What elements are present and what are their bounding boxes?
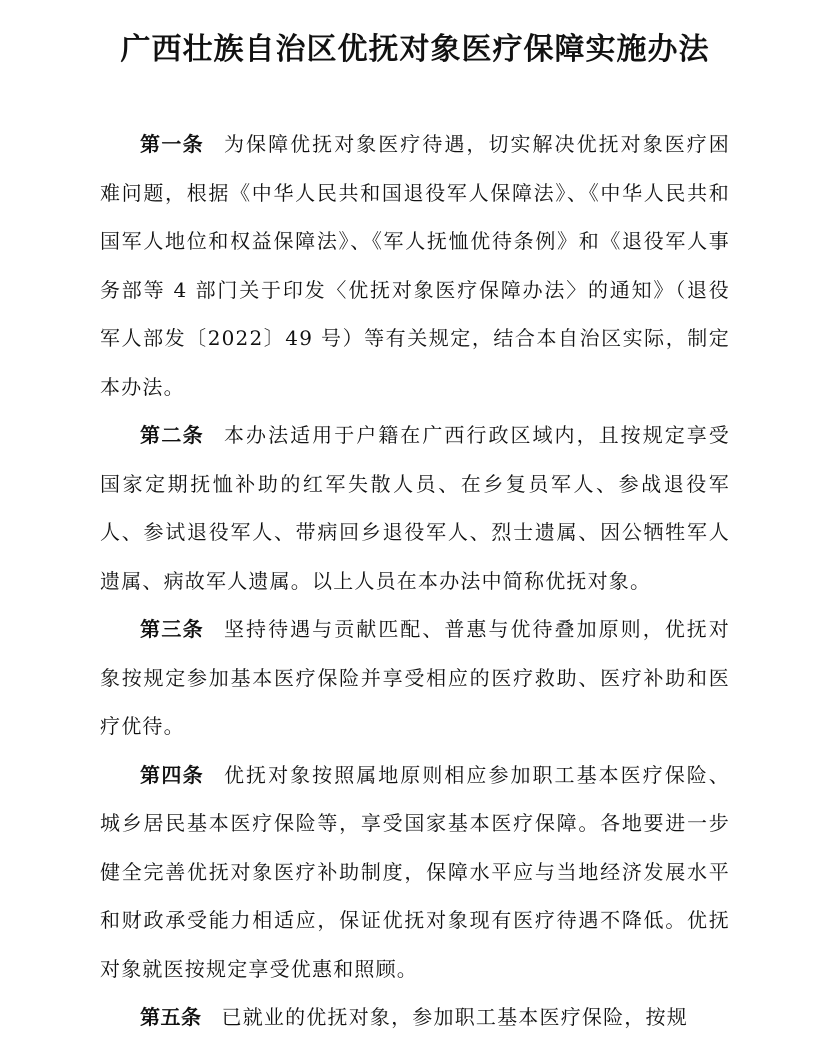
article-text: 已就业的优抚对象，参加职工基本医疗保险，按规 — [221, 1005, 688, 1029]
article-text: 优抚对象按照属地原则相应参加职工基本医疗保险、城乡居民基本医疗保险等，享受国家基本医疗保障。各地要进一步健全完善优抚对象医疗补助制度，保障水平应与当地经济发展水平和财政承受能力相适应，保证优抚对象现有医疗待遇不降低。优抚对象就医按规定享受优惠和照顾。 — [100, 762, 730, 981]
article-number: 第五条 — [140, 1005, 202, 1029]
article-number: 第一条 — [140, 132, 205, 156]
article-1 — [100, 120, 730, 411]
article-2 — [100, 411, 730, 605]
article-number: 第三条 — [140, 617, 205, 641]
article-text: 坚持待遇与贡献匹配、普惠与优待叠加原则，优抚对象按规定参加基本医疗保险并享受相应的医疗救助、医疗补助和医疗优待。 — [100, 617, 730, 738]
document-title: 广西壮族自治区优抚对象医疗保障实施办法 — [120, 32, 710, 67]
article-4 — [100, 751, 730, 994]
article-text: 本办法适用于户籍在广西行政区域内，且按规定享受国家定期抚恤补助的红军失散人员、在乡复员军人、参战退役军人、参试退役军人、带病回乡退役军人、烈士遗属、因公牺牲军人遗属、病故军人遗属。以上人员在本办法中简称优抚对象。 — [100, 423, 730, 593]
article-number: 第二条 — [140, 423, 205, 447]
document-body — [100, 120, 730, 1042]
article-5 — [100, 993, 730, 1042]
article-number: 第四条 — [140, 762, 205, 787]
article-3 — [100, 605, 730, 751]
article-text: 为保障优抚对象医疗待遇，切实解决优抚对象医疗困难问题，根据《中华人民共和国退役军人保障法》、《中华人民共和国军人地位和权益保障法》、《军人抚恤优待条例》和《退役军人事务部等 4 部门关于印发〈优抚对象医疗保障办法〉的通知》（退役军人部发〔2022〕49 号）等有关规定，结合本自治区实际，制定本办法。 — [100, 132, 730, 399]
